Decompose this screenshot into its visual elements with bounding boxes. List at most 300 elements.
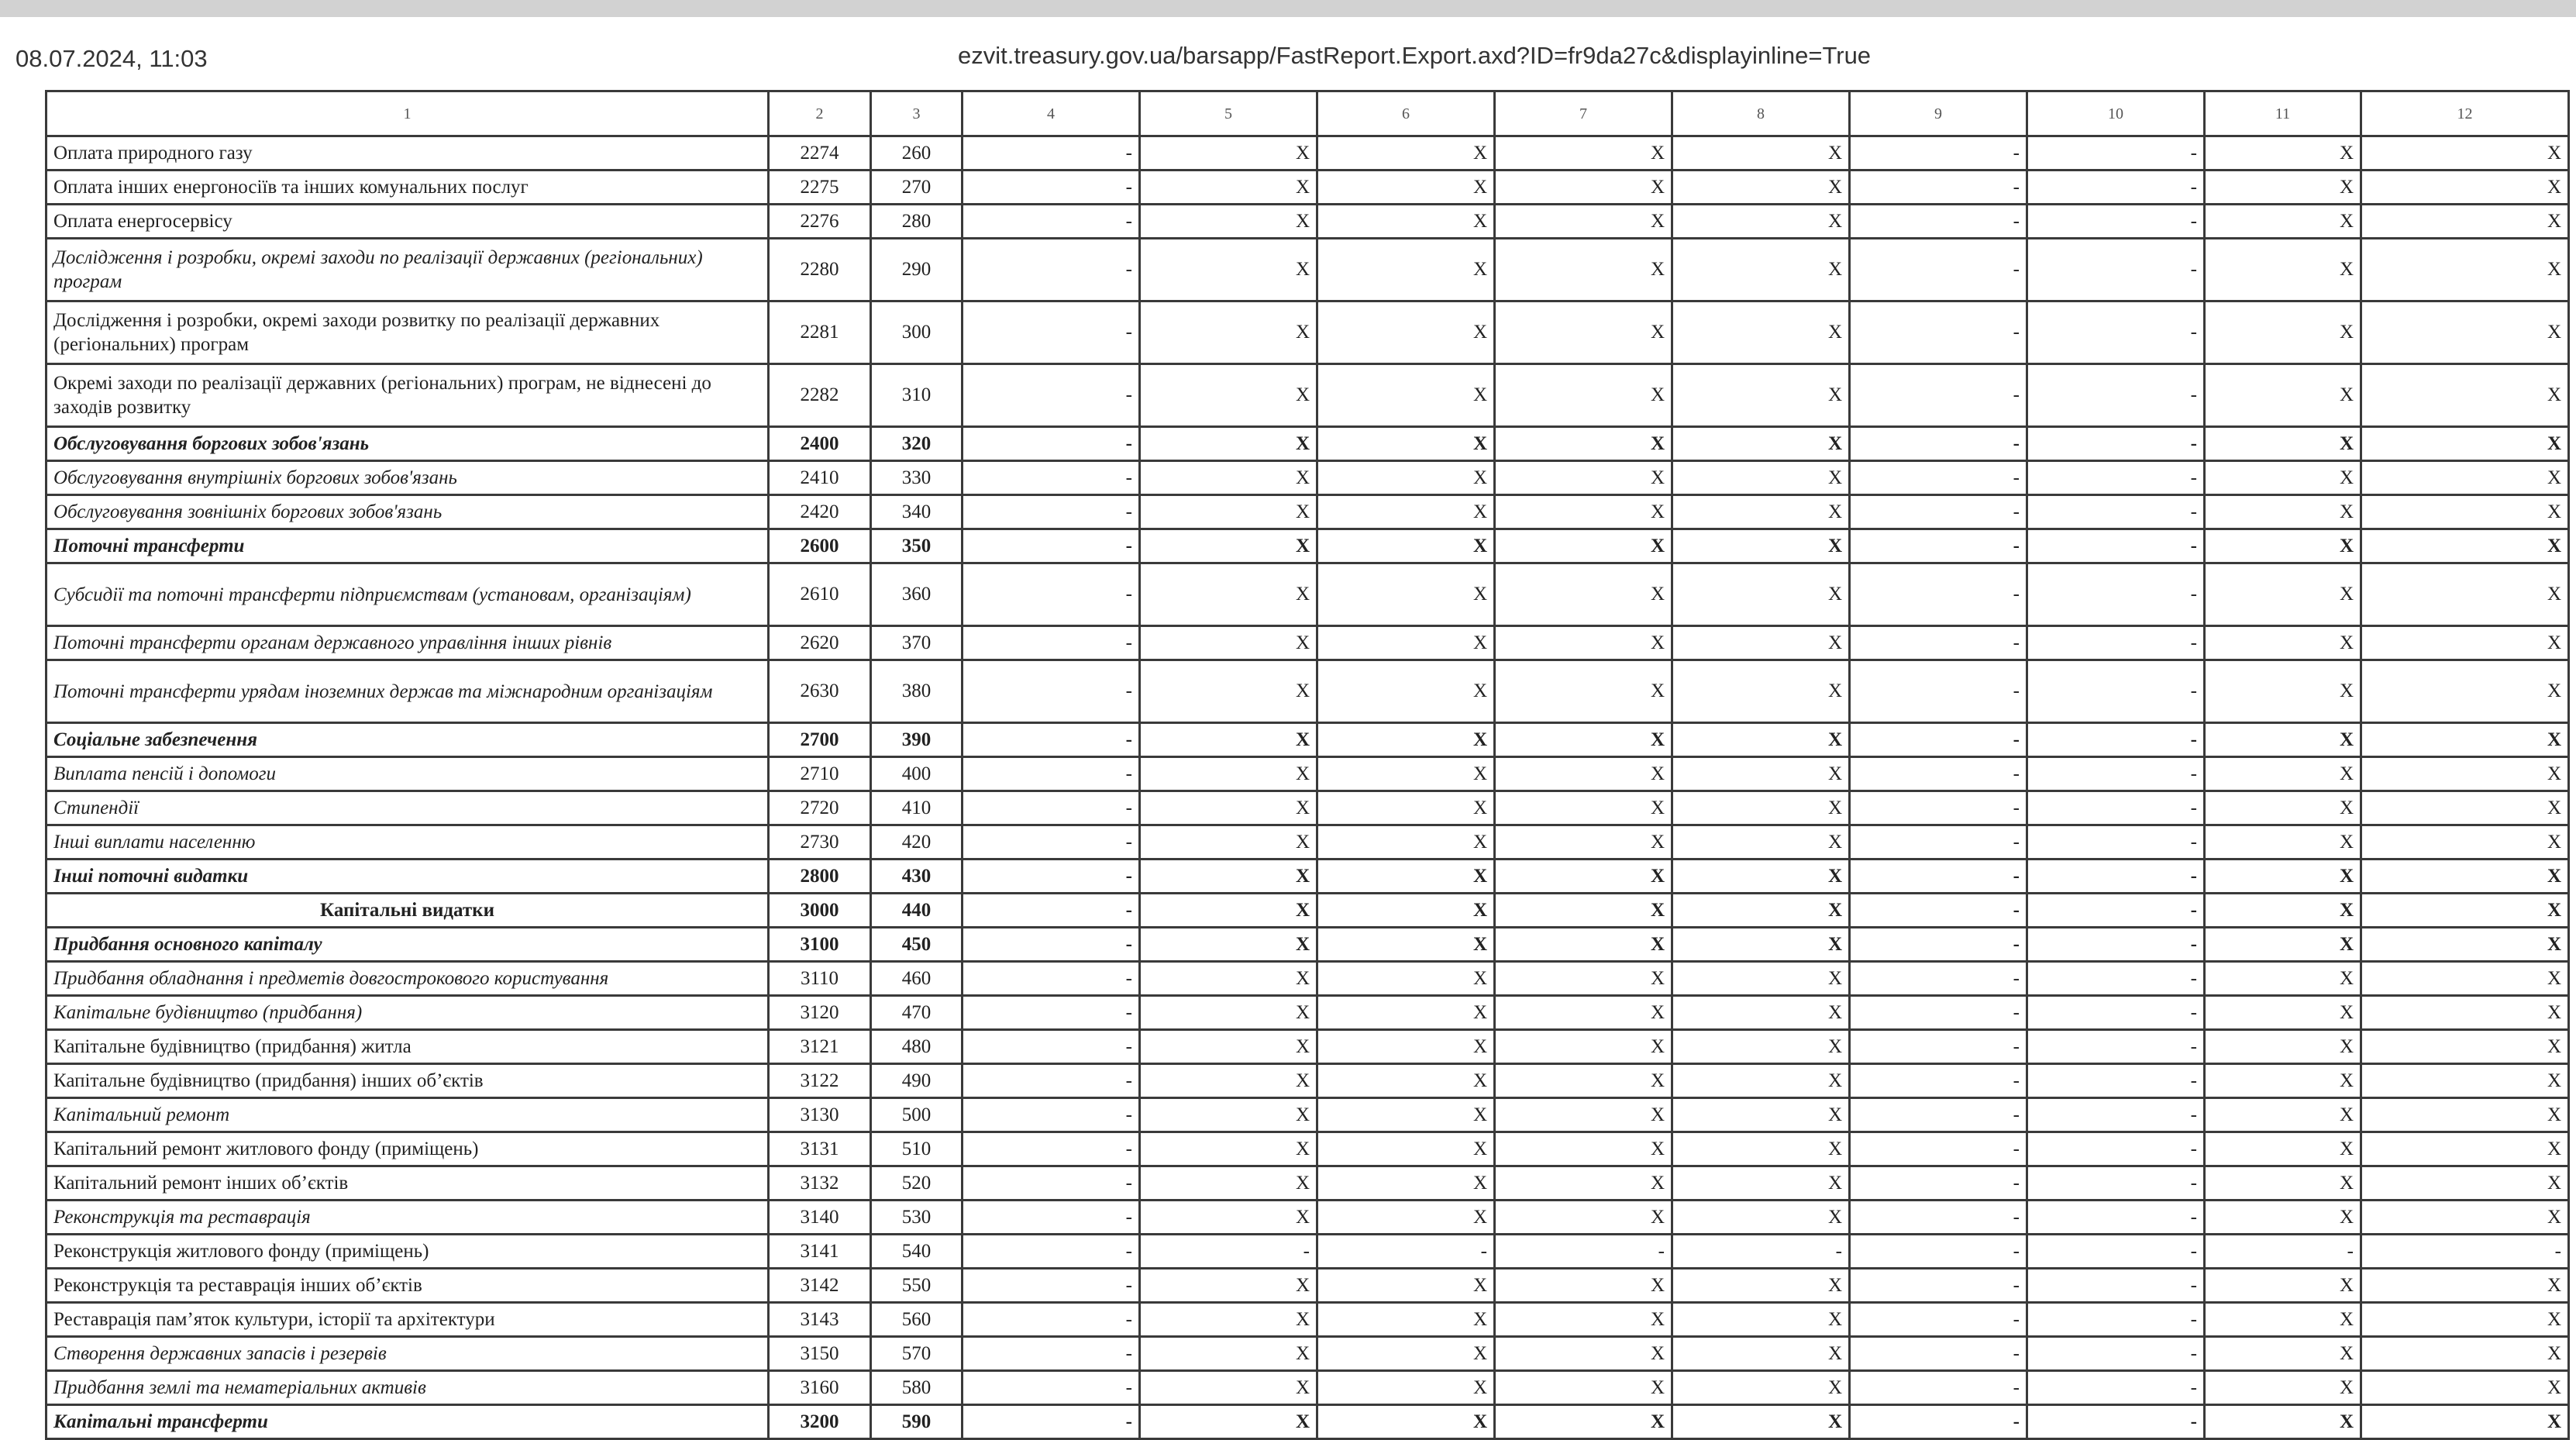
- row-code: 2420: [769, 495, 871, 529]
- row-name: Поточні трансферти: [46, 529, 769, 563]
- row-cell: -: [1850, 239, 2027, 301]
- row-cell: -: [963, 427, 1140, 461]
- row-cell: X: [1495, 1064, 1672, 1098]
- row-cell: -: [2027, 996, 2205, 1030]
- row-cell: X: [2205, 427, 2361, 461]
- row-code: 2282: [769, 364, 871, 427]
- row-cell: X: [1140, 860, 1317, 894]
- table-row: [46, 1201, 2569, 1235]
- row-cell: X: [1317, 205, 1495, 239]
- row-cell: X: [2361, 1337, 2569, 1371]
- row-name: Оплата інших енергоносіїв та інших комунальних послуг: [46, 171, 769, 205]
- row-cell: X: [2361, 928, 2569, 962]
- row-cell: -: [1850, 171, 2027, 205]
- row-cell: -: [2027, 1201, 2205, 1235]
- row-cell: X: [1495, 860, 1672, 894]
- row-cell: X: [1317, 860, 1495, 894]
- table-row: [46, 860, 2569, 894]
- row-cell: -: [963, 928, 1140, 962]
- row-cell: X: [1140, 563, 1317, 626]
- row-cell: X: [2361, 427, 2569, 461]
- row-cell: X: [1672, 1371, 1850, 1405]
- row-cell: -: [2027, 171, 2205, 205]
- row-cell: X: [1317, 626, 1495, 660]
- row-cell: X: [1672, 928, 1850, 962]
- print-header: [0, 39, 2576, 78]
- row-cell: -: [2027, 461, 2205, 495]
- row-cell: -: [2027, 529, 2205, 563]
- row-line-number: 400: [871, 757, 963, 791]
- row-cell: X: [1495, 928, 1672, 962]
- row-cell: X: [1317, 136, 1495, 171]
- row-cell: X: [1317, 928, 1495, 962]
- row-cell: X: [2361, 364, 2569, 427]
- row-cell: -: [2027, 1132, 2205, 1166]
- row-cell: -: [1850, 1235, 2027, 1269]
- row-cell: -: [2027, 239, 2205, 301]
- row-cell: X: [1495, 1201, 1672, 1235]
- row-cell: X: [1317, 1405, 1495, 1439]
- table-row: [46, 1064, 2569, 1098]
- row-name: Інші виплати населенню: [46, 825, 769, 860]
- row-line-number: 420: [871, 825, 963, 860]
- row-cell: -: [1850, 1337, 2027, 1371]
- table-row: [46, 461, 2569, 495]
- row-line-number: 370: [871, 626, 963, 660]
- row-name: Стипендії: [46, 791, 769, 825]
- row-cell: -: [2027, 495, 2205, 529]
- row-line-number: 340: [871, 495, 963, 529]
- row-line-number: 500: [871, 1098, 963, 1132]
- column-number: 3: [871, 91, 963, 136]
- row-cell: -: [2027, 136, 2205, 171]
- row-cell: X: [2361, 205, 2569, 239]
- row-line-number: 480: [871, 1030, 963, 1064]
- row-cell: -: [2027, 660, 2205, 723]
- row-cell: -: [1495, 1235, 1672, 1269]
- row-cell: X: [1672, 962, 1850, 996]
- row-cell: X: [2361, 563, 2569, 626]
- row-cell: -: [963, 1064, 1140, 1098]
- row-cell: X: [2205, 171, 2361, 205]
- column-number: 9: [1850, 91, 2027, 136]
- row-cell: X: [2205, 364, 2361, 427]
- row-code: 3140: [769, 1201, 871, 1235]
- row-cell: -: [2205, 1235, 2361, 1269]
- row-cell: X: [2361, 1030, 2569, 1064]
- row-line-number: 490: [871, 1064, 963, 1098]
- row-code: 2275: [769, 171, 871, 205]
- row-cell: -: [1850, 660, 2027, 723]
- row-code: 3143: [769, 1303, 871, 1337]
- row-cell: X: [1672, 1303, 1850, 1337]
- row-cell: -: [963, 791, 1140, 825]
- row-cell: X: [2361, 757, 2569, 791]
- row-name: Обслуговування зовнішніх боргових зобов'язань: [46, 495, 769, 529]
- row-cell: X: [1317, 962, 1495, 996]
- row-name: Капітальний ремонт житлового фонду (приміщень): [46, 1132, 769, 1166]
- row-line-number: 580: [871, 1371, 963, 1405]
- row-cell: X: [1495, 1132, 1672, 1166]
- row-cell: X: [1140, 461, 1317, 495]
- row-name: Дослідження і розробки, окремі заходи по реалізації державних (регіональних) програм: [46, 239, 769, 301]
- row-cell: X: [1140, 1098, 1317, 1132]
- table-row: [46, 894, 2569, 928]
- row-code: 3132: [769, 1166, 871, 1201]
- row-cell: -: [2027, 1303, 2205, 1337]
- row-name: Субсидії та поточні трансферти підприємствам (установам, організаціям): [46, 563, 769, 626]
- row-code: 3122: [769, 1064, 871, 1098]
- row-name: Капітальне будівництво (придбання) інших об’єктів: [46, 1064, 769, 1098]
- row-cell: X: [1140, 1166, 1317, 1201]
- row-cell: -: [2027, 427, 2205, 461]
- row-line-number: 530: [871, 1201, 963, 1235]
- column-number: 7: [1495, 91, 1672, 136]
- row-cell: -: [963, 563, 1140, 626]
- table-row: [46, 626, 2569, 660]
- row-code: 2276: [769, 205, 871, 239]
- row-cell: -: [2027, 928, 2205, 962]
- row-name: Капітальні трансферти: [46, 1405, 769, 1439]
- row-cell: -: [1850, 757, 2027, 791]
- row-cell: X: [1672, 1030, 1850, 1064]
- row-cell: X: [2205, 660, 2361, 723]
- row-cell: -: [963, 205, 1140, 239]
- row-code: 3142: [769, 1269, 871, 1303]
- row-cell: X: [1317, 1098, 1495, 1132]
- row-cell: -: [1850, 1201, 2027, 1235]
- table-row: [46, 171, 2569, 205]
- row-cell: X: [2205, 894, 2361, 928]
- row-cell: X: [1495, 1303, 1672, 1337]
- row-cell: X: [1140, 301, 1317, 364]
- row-code: 3131: [769, 1132, 871, 1166]
- row-cell: X: [1495, 205, 1672, 239]
- row-cell: -: [1850, 364, 2027, 427]
- row-cell: X: [1495, 364, 1672, 427]
- row-code: 3000: [769, 894, 871, 928]
- row-cell: X: [1495, 1030, 1672, 1064]
- row-cell: X: [1672, 495, 1850, 529]
- row-cell: X: [1140, 1269, 1317, 1303]
- row-cell: X: [1495, 461, 1672, 495]
- row-cell: -: [2027, 1269, 2205, 1303]
- row-cell: X: [1672, 860, 1850, 894]
- row-line-number: 590: [871, 1405, 963, 1439]
- row-line-number: 430: [871, 860, 963, 894]
- row-cell: -: [1850, 529, 2027, 563]
- row-cell: X: [1495, 757, 1672, 791]
- row-cell: -: [1850, 626, 2027, 660]
- row-line-number: 300: [871, 301, 963, 364]
- row-cell: X: [1672, 1064, 1850, 1098]
- row-cell: -: [963, 1269, 1140, 1303]
- row-cell: X: [1495, 1405, 1672, 1439]
- table-row: [46, 1235, 2569, 1269]
- row-cell: X: [2361, 1132, 2569, 1166]
- row-cell: X: [2205, 825, 2361, 860]
- table-row: [46, 723, 2569, 757]
- row-cell: X: [2361, 791, 2569, 825]
- row-cell: X: [1495, 660, 1672, 723]
- row-cell: X: [1140, 205, 1317, 239]
- row-cell: X: [2205, 1166, 2361, 1201]
- row-name: Оплата енергосервісу: [46, 205, 769, 239]
- row-cell: X: [1672, 996, 1850, 1030]
- row-cell: -: [963, 996, 1140, 1030]
- row-cell: -: [2027, 825, 2205, 860]
- row-cell: -: [1850, 461, 2027, 495]
- row-cell: -: [2027, 1166, 2205, 1201]
- row-cell: X: [1495, 791, 1672, 825]
- table-row: [46, 825, 2569, 860]
- row-cell: -: [963, 626, 1140, 660]
- row-code: 2800: [769, 860, 871, 894]
- row-code: 2730: [769, 825, 871, 860]
- print-datetime: 08.07.2024, 11:03: [15, 45, 208, 72]
- row-cell: -: [963, 1405, 1140, 1439]
- row-cell: X: [2205, 239, 2361, 301]
- row-cell: X: [1140, 1405, 1317, 1439]
- row-cell: X: [2361, 301, 2569, 364]
- row-cell: -: [1850, 723, 2027, 757]
- row-name: Соціальне забезпечення: [46, 723, 769, 757]
- row-cell: X: [1672, 427, 1850, 461]
- row-cell: X: [1140, 364, 1317, 427]
- row-code: 2620: [769, 626, 871, 660]
- row-code: 2281: [769, 301, 871, 364]
- row-cell: -: [1850, 136, 2027, 171]
- row-cell: X: [2205, 1303, 2361, 1337]
- row-cell: X: [2361, 171, 2569, 205]
- table-row: [46, 1269, 2569, 1303]
- row-cell: -: [2027, 1030, 2205, 1064]
- row-cell: X: [1672, 563, 1850, 626]
- row-cell: X: [2205, 1064, 2361, 1098]
- row-cell: X: [2205, 996, 2361, 1030]
- row-code: 2720: [769, 791, 871, 825]
- row-cell: -: [1850, 1098, 2027, 1132]
- row-cell: X: [2361, 529, 2569, 563]
- row-cell: X: [2361, 1269, 2569, 1303]
- row-cell: X: [1317, 1030, 1495, 1064]
- row-cell: X: [1672, 136, 1850, 171]
- row-name: Капітальне будівництво (придбання) житла: [46, 1030, 769, 1064]
- row-name: Реконструкція та реставрація: [46, 1201, 769, 1235]
- row-cell: X: [1672, 1405, 1850, 1439]
- row-cell: X: [2205, 1201, 2361, 1235]
- row-code: 2280: [769, 239, 871, 301]
- row-cell: X: [1495, 239, 1672, 301]
- row-line-number: 520: [871, 1166, 963, 1201]
- row-cell: -: [963, 757, 1140, 791]
- row-cell: X: [1495, 301, 1672, 364]
- row-cell: -: [1850, 996, 2027, 1030]
- table-row: [46, 1166, 2569, 1201]
- page-top-edge: [0, 0, 2576, 17]
- row-line-number: 450: [871, 928, 963, 962]
- row-cell: X: [1495, 626, 1672, 660]
- row-cell: X: [2205, 1405, 2361, 1439]
- table-row: [46, 1337, 2569, 1371]
- table-row: [46, 239, 2569, 301]
- row-code: 2410: [769, 461, 871, 495]
- table-row: [46, 1030, 2569, 1064]
- row-cell: X: [1140, 962, 1317, 996]
- row-cell: X: [1140, 626, 1317, 660]
- column-number: 10: [2027, 91, 2205, 136]
- row-cell: X: [2205, 1030, 2361, 1064]
- row-cell: X: [1140, 1132, 1317, 1166]
- row-cell: -: [1850, 301, 2027, 364]
- row-cell: -: [1850, 791, 2027, 825]
- table-row: [46, 1303, 2569, 1337]
- row-cell: X: [1672, 1132, 1850, 1166]
- row-line-number: 260: [871, 136, 963, 171]
- row-cell: X: [1495, 962, 1672, 996]
- row-cell: -: [963, 301, 1140, 364]
- row-code: 3110: [769, 962, 871, 996]
- table-row: [46, 791, 2569, 825]
- budget-report-table: [45, 90, 2570, 1440]
- row-cell: X: [1317, 1269, 1495, 1303]
- row-cell: X: [1317, 1166, 1495, 1201]
- row-code: 3150: [769, 1337, 871, 1371]
- row-code: 3141: [769, 1235, 871, 1269]
- row-name: Придбання основного капіталу: [46, 928, 769, 962]
- table-row: [46, 364, 2569, 427]
- print-url: ezvit.treasury.gov.ua/barsapp/FastReport.Export.axd?ID=fr9da27c&displayinline=True: [958, 42, 1872, 69]
- row-cell: -: [2027, 364, 2205, 427]
- row-cell: -: [1850, 563, 2027, 626]
- row-cell: X: [2361, 1098, 2569, 1132]
- table-row: [46, 301, 2569, 364]
- row-cell: -: [1850, 1132, 2027, 1166]
- row-cell: X: [2205, 757, 2361, 791]
- row-cell: -: [1850, 1030, 2027, 1064]
- column-number: 8: [1672, 91, 1850, 136]
- row-cell: -: [2027, 962, 2205, 996]
- row-code: 2710: [769, 757, 871, 791]
- row-cell: X: [1140, 1064, 1317, 1098]
- row-cell: -: [2027, 791, 2205, 825]
- table-row: [46, 427, 2569, 461]
- row-cell: -: [963, 1132, 1140, 1166]
- row-cell: -: [963, 364, 1140, 427]
- table-row: [46, 1405, 2569, 1439]
- table-row: [46, 996, 2569, 1030]
- row-cell: X: [1317, 364, 1495, 427]
- row-cell: X: [1495, 723, 1672, 757]
- row-cell: X: [1495, 996, 1672, 1030]
- row-name: Придбання обладнання і предметів довгострокового користування: [46, 962, 769, 996]
- row-cell: X: [1140, 171, 1317, 205]
- row-cell: -: [963, 1201, 1140, 1235]
- row-cell: -: [1850, 1166, 2027, 1201]
- row-cell: X: [1140, 928, 1317, 962]
- row-cell: -: [1850, 1269, 2027, 1303]
- row-cell: X: [1672, 1337, 1850, 1371]
- table-row: [46, 757, 2569, 791]
- row-cell: X: [2361, 962, 2569, 996]
- row-line-number: 570: [871, 1337, 963, 1371]
- row-cell: X: [1672, 791, 1850, 825]
- row-cell: -: [963, 1098, 1140, 1132]
- row-name: Виплата пенсій і допомоги: [46, 757, 769, 791]
- row-cell: X: [1672, 660, 1850, 723]
- row-cell: X: [1140, 996, 1317, 1030]
- row-code: 3121: [769, 1030, 871, 1064]
- row-cell: X: [1495, 427, 1672, 461]
- row-cell: X: [1317, 1303, 1495, 1337]
- row-cell: -: [1850, 205, 2027, 239]
- row-cell: X: [2205, 563, 2361, 626]
- row-cell: X: [1495, 825, 1672, 860]
- row-cell: X: [2205, 928, 2361, 962]
- row-cell: X: [2205, 136, 2361, 171]
- row-cell: -: [963, 239, 1140, 301]
- row-cell: X: [2205, 860, 2361, 894]
- row-cell: X: [1140, 1303, 1317, 1337]
- row-cell: X: [1495, 563, 1672, 626]
- row-cell: X: [1317, 825, 1495, 860]
- row-line-number: 350: [871, 529, 963, 563]
- row-cell: X: [1495, 136, 1672, 171]
- row-cell: X: [1140, 529, 1317, 563]
- column-number-row: [46, 91, 2569, 136]
- row-cell: X: [2361, 239, 2569, 301]
- row-name: Поточні трансферти органам державного управління інших рівнів: [46, 626, 769, 660]
- row-cell: X: [2361, 1405, 2569, 1439]
- row-line-number: 440: [871, 894, 963, 928]
- row-cell: -: [963, 894, 1140, 928]
- row-cell: -: [1850, 928, 2027, 962]
- row-cell: -: [2027, 626, 2205, 660]
- row-cell: -: [2027, 1405, 2205, 1439]
- row-line-number: 560: [871, 1303, 963, 1337]
- table-row: [46, 205, 2569, 239]
- row-cell: -: [2027, 860, 2205, 894]
- row-name: Обслуговування боргових зобов'язань: [46, 427, 769, 461]
- row-cell: -: [1850, 962, 2027, 996]
- row-code: 2700: [769, 723, 871, 757]
- row-cell: -: [963, 1303, 1140, 1337]
- row-code: 3100: [769, 928, 871, 962]
- row-cell: X: [1317, 239, 1495, 301]
- table-row: [46, 563, 2569, 626]
- row-cell: -: [963, 461, 1140, 495]
- row-cell: X: [1672, 1098, 1850, 1132]
- row-line-number: 270: [871, 171, 963, 205]
- row-cell: X: [2205, 461, 2361, 495]
- row-cell: X: [2361, 723, 2569, 757]
- row-cell: -: [963, 962, 1140, 996]
- row-cell: X: [2361, 1064, 2569, 1098]
- row-cell: -: [963, 1337, 1140, 1371]
- row-cell: X: [1317, 1201, 1495, 1235]
- row-name: Капітальний ремонт: [46, 1098, 769, 1132]
- row-line-number: 330: [871, 461, 963, 495]
- row-cell: X: [1140, 1337, 1317, 1371]
- row-cell: X: [1140, 136, 1317, 171]
- row-cell: X: [1495, 1166, 1672, 1201]
- row-cell: -: [1850, 1371, 2027, 1405]
- row-cell: X: [1140, 427, 1317, 461]
- row-line-number: 290: [871, 239, 963, 301]
- row-cell: X: [2205, 1371, 2361, 1405]
- table-row: [46, 1371, 2569, 1405]
- row-code: 3200: [769, 1405, 871, 1439]
